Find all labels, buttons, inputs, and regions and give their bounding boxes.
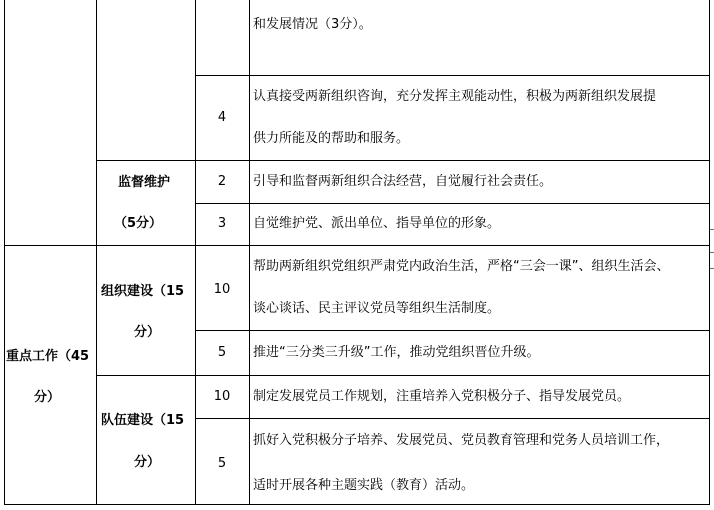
table-cell-detail: 和发展情况（3分）。 <box>253 17 372 32</box>
table-cell-score: 5 <box>217 345 227 360</box>
table-cell-score: 3 <box>217 216 227 231</box>
table-cell-detail: 制定发展党员工作规划，注重培养入党积极分子、指导发展党员。 <box>253 389 631 404</box>
table-cell-detail: 抓好入党积极分子培养、发展党员、党员教育管理和党务人员培训工作， <box>253 433 670 448</box>
row-divider <box>195 330 710 331</box>
row-divider <box>96 375 710 376</box>
row-divider <box>195 203 710 204</box>
category-label: 分） <box>134 455 161 470</box>
table-cell-detail: 推进“三分类三升级”工作，推动党组织晋位升级。 <box>253 345 540 360</box>
row-divider <box>4 245 710 246</box>
table-border-bottom <box>4 504 710 505</box>
category-label: 监督维护 <box>118 175 171 190</box>
table-cell-score: 10 <box>213 389 231 404</box>
category-label: 组织建设（15 <box>101 284 185 299</box>
table-border-left <box>4 0 5 505</box>
row-divider <box>96 160 710 161</box>
category-label: 分） <box>134 325 161 340</box>
table-cell-score: 10 <box>213 282 231 297</box>
category-label: （5分） <box>114 216 163 231</box>
paragraph-mark <box>710 229 714 230</box>
paragraph-mark <box>710 268 714 269</box>
table-cell-detail: 供力所能及的帮助和服务。 <box>253 131 410 146</box>
section-label: 重点工作（45 <box>6 349 90 364</box>
table-cell-detail: 谈心谈话、民主评议党员等组织生活制度。 <box>253 301 501 316</box>
table-cell-detail: 自觉维护党、派出单位、指导单位的形象。 <box>253 216 501 231</box>
table-cell-detail: 适时开展各种主题实践（教育）活动。 <box>253 478 475 493</box>
paragraph-mark <box>710 252 714 253</box>
category-label: 队伍建设（15 <box>101 413 185 428</box>
table-cell-detail: 引导和监督两新组织合法经营，自觉履行社会责任。 <box>253 174 553 189</box>
table-cell-score: 2 <box>217 174 227 189</box>
table-cell-score: 5 <box>217 456 227 471</box>
row-divider <box>195 75 710 76</box>
row-divider <box>195 418 710 419</box>
table-cell-detail: 认真接受两新组织咨询，充分发挥主观能动性，积极为两新组织发展提 <box>253 89 657 104</box>
table-cell-score: 4 <box>217 110 227 125</box>
section-label: 分） <box>34 390 61 405</box>
column-divider-1 <box>96 0 97 505</box>
table-cell-detail: 帮助两新组织党组织严肃党内政治生活，严格“三会一课”、组织生活会、 <box>253 259 670 274</box>
